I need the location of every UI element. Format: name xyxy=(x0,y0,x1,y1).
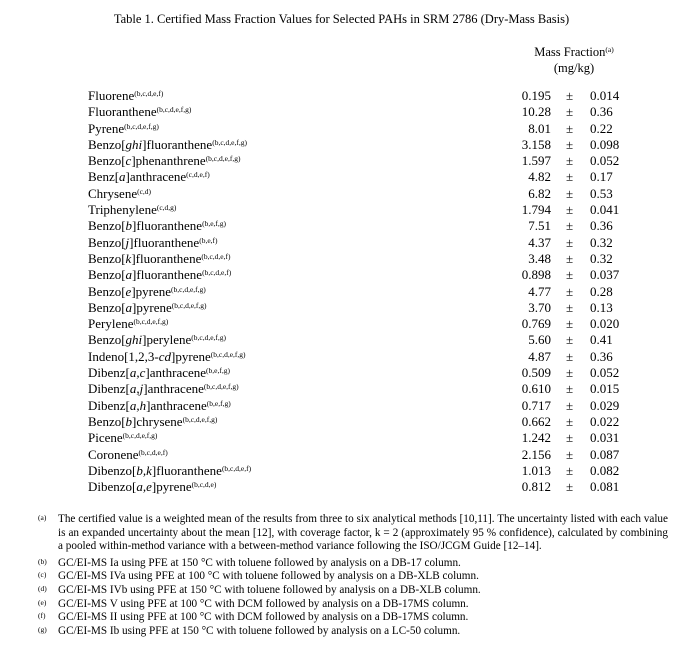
table-row xyxy=(0,186,683,202)
compound-name: Perylene$^{(b,c,d,e,f,g)}$ xyxy=(88,316,169,332)
footnote-text: GC/EI-MS Ia using PFE at 150 °C with toluene followed by analysis on a DB-17 column. xyxy=(58,556,461,569)
compound-name: Dibenzo[b,k]fluoranthene$^{(b,c,d,e,f)}$ xyxy=(88,462,252,478)
method-footnotes: (b,c,d,e,f) xyxy=(221,463,252,473)
table-row xyxy=(0,218,683,234)
table-row xyxy=(0,414,683,430)
mass-fraction-value: 8.01 xyxy=(528,120,551,136)
method-footnotes: (c,d,g) xyxy=(156,203,177,213)
compound-name: Benzo[k]fluoranthene$^{(b,c,d,e,f)}$ xyxy=(88,250,231,266)
mass-fraction-value: 0.812 xyxy=(521,479,551,495)
footnote-mark: (c) xyxy=(38,570,47,580)
uncertainty-value: 0.098 xyxy=(590,136,620,152)
table-row xyxy=(0,479,683,495)
table-row xyxy=(0,104,683,120)
uncertainty-value: 0.041 xyxy=(590,202,620,218)
plus-minus-sign: ± xyxy=(566,104,574,120)
plus-minus-sign: ± xyxy=(566,120,574,136)
mass-fraction-value: 5.60 xyxy=(528,332,551,348)
column-header xyxy=(514,44,634,76)
mass-fraction-value: 4.37 xyxy=(528,234,551,250)
method-footnotes: (b,c,d,e,f,g) xyxy=(124,121,159,131)
table-row xyxy=(0,88,683,104)
mass-fraction-value: 10.28 xyxy=(521,104,551,120)
column-header-label: Mass Fraction$^{(a)}$ xyxy=(534,45,614,59)
table-row xyxy=(0,284,683,300)
column-header-footnote-mark: (a) xyxy=(605,45,614,54)
footnote-text: The certified value is a weighted mean of the results from three to six analytical methods [10,11]. The uncertainty listed with each value is an expanded uncertainty about the mean [12], with coverage factor, k = 2 (approximately 95 % confidence), calculated by combining a pooled within-method variance with a between-method variance following the ISO/JCGM Guide [12–14]. xyxy=(58,513,668,553)
plus-minus-sign: ± xyxy=(566,153,574,169)
footnote-text: GC/EI-MS IVa using PFE at 100 °C with toluene followed by analysis on a DB-XLB column. xyxy=(58,570,479,583)
footnote xyxy=(38,584,668,598)
mass-fraction-value: 0.610 xyxy=(521,381,551,397)
footnote-mark: (b) xyxy=(38,556,47,566)
plus-minus-sign: ± xyxy=(566,299,574,315)
method-footnotes: (b,c,d,e,f) xyxy=(202,268,232,278)
compound-name: Benzo[b]fluoranthene$^{(b,e,f,g)}$ xyxy=(88,218,227,234)
table-row xyxy=(0,251,683,267)
mass-fraction-value: 1.242 xyxy=(521,430,551,446)
plus-minus-sign: ± xyxy=(566,332,574,348)
uncertainty-value: 0.36 xyxy=(590,348,613,364)
footnote-text: GC/EI-MS II using PFE at 100 °C with DCM followed by analysis on a DB-17MS column. xyxy=(58,611,469,624)
compound-name: Dibenzo[a,e]pyrene$^{(b,c,d,e)}$ xyxy=(88,479,217,495)
table-row xyxy=(0,381,683,397)
pah-table xyxy=(0,88,683,495)
method-footnotes: (b,c,d,e,f,g) xyxy=(191,333,227,343)
footnote-mark: (f) xyxy=(38,611,46,621)
uncertainty-value: 0.36 xyxy=(590,218,613,234)
mass-fraction-value: 4.82 xyxy=(528,169,551,185)
plus-minus-sign: ± xyxy=(566,267,574,283)
table-row xyxy=(0,267,683,283)
footnote-mark: (d) xyxy=(38,583,47,593)
uncertainty-value: 0.13 xyxy=(590,299,613,315)
footnote xyxy=(38,513,668,554)
plus-minus-sign: ± xyxy=(566,169,574,185)
compound-name: Benzo[a]fluoranthene$^{(b,c,d,e,f)}$ xyxy=(88,267,232,283)
uncertainty-value: 0.031 xyxy=(590,430,620,446)
mass-fraction-value: 3.158 xyxy=(521,136,551,152)
mass-fraction-value: 7.51 xyxy=(528,218,551,234)
method-footnotes: (b,e,f) xyxy=(199,235,218,245)
mass-fraction-value: 0.509 xyxy=(521,365,551,381)
uncertainty-value: 0.41 xyxy=(590,332,613,348)
compound-name: Indeno[1,2,3-cd]pyrene$^{(b,c,d,e,f,g)}$ xyxy=(88,348,246,364)
compound-name: Triphenylene$^{(c,d,g)}$ xyxy=(88,202,177,218)
footnote-mark: (e) xyxy=(38,597,47,607)
footnote xyxy=(38,570,668,584)
plus-minus-sign: ± xyxy=(566,462,574,478)
mass-fraction-value: 1.013 xyxy=(521,462,551,478)
mass-fraction-value: 0.662 xyxy=(521,413,551,429)
plus-minus-sign: ± xyxy=(566,413,574,429)
mass-fraction-value: 1.794 xyxy=(521,202,551,218)
mass-fraction-value: 4.87 xyxy=(528,348,551,364)
method-footnotes: (b,c,d,e,f) xyxy=(134,89,164,98)
mass-fraction-value: 3.70 xyxy=(528,299,551,315)
footnote-text: GC/EI-MS IVb using PFE at 150 °C with toluene followed by analysis on a DB-XLB column. xyxy=(58,583,481,596)
method-footnotes: (b,c,d,e,f,g) xyxy=(122,431,158,441)
table-caption: Table 1. Certified Mass Fraction Values for Selected PAHs in SRM 2786 (Dry-Mass Basis) xyxy=(113,12,570,26)
uncertainty-value: 0.037 xyxy=(590,267,620,283)
compound-name: Benzo[ghi]perylene$^{(b,c,d,e,f,g)}$ xyxy=(88,332,227,348)
mass-fraction-value: 2.156 xyxy=(521,446,551,462)
uncertainty-value: 0.029 xyxy=(590,397,620,413)
footnote-text: GC/EI-MS Ib using PFE at 150 °C with toluene followed by analysis on a LC-50 column. xyxy=(58,624,461,637)
compound-name: Dibenz[a,c]anthracene$^{(b,e,f,g)}$ xyxy=(88,365,230,381)
method-footnotes: (b,c,d,e,f,g) xyxy=(210,349,246,359)
mass-fraction-value: 3.48 xyxy=(528,250,551,266)
table-row xyxy=(0,332,683,348)
footnote xyxy=(38,611,668,625)
compound-name: Benzo[c]phenanthrene$^{(b,c,d,e,f,g)}$ xyxy=(88,153,241,169)
plus-minus-sign: ± xyxy=(566,316,574,332)
mass-fraction-value: 1.597 xyxy=(521,153,551,169)
plus-minus-sign: ± xyxy=(566,283,574,299)
plus-minus-sign: ± xyxy=(566,381,574,397)
table-row xyxy=(0,169,683,185)
compound-name: Fluoranthene$^{(b,c,d,e,f,g)}$ xyxy=(88,104,192,120)
table-row xyxy=(0,235,683,251)
uncertainty-value: 0.014 xyxy=(590,88,620,103)
table-row xyxy=(0,316,683,332)
uncertainty-value: 0.32 xyxy=(590,234,613,250)
uncertainty-value: 0.020 xyxy=(590,316,620,332)
compound-name: Dibenz[a,h]anthracene$^{(b,e,f,g)}$ xyxy=(88,397,231,413)
table-row xyxy=(0,447,683,463)
table-row xyxy=(0,202,683,218)
mass-fraction-value: 0.717 xyxy=(521,397,551,413)
uncertainty-value: 0.052 xyxy=(590,365,620,381)
method-footnotes: (b,c,d,e,f,g) xyxy=(205,154,241,164)
method-footnotes: (b,c,d,e,f,g) xyxy=(156,105,192,115)
uncertainty-value: 0.53 xyxy=(590,185,613,201)
table-row xyxy=(0,137,683,153)
method-footnotes: (b,c,d,e,f,g) xyxy=(182,414,218,424)
method-footnotes: (b,c,d,e,f) xyxy=(201,251,231,261)
method-footnotes: (b,e,f,g) xyxy=(206,366,230,376)
uncertainty-value: 0.015 xyxy=(590,381,620,397)
footnote xyxy=(38,625,668,639)
compound-name: Coronene$^{(b,c,d,e,f)}$ xyxy=(88,446,168,462)
footnote-mark: (a) xyxy=(38,513,47,522)
uncertainty-value: 0.36 xyxy=(590,104,613,120)
method-footnotes: (b,c,d,e,f,g) xyxy=(203,382,239,392)
compound-name: Benzo[e]pyrene$^{(b,c,d,e,f,g)}$ xyxy=(88,283,206,299)
plus-minus-sign: ± xyxy=(566,250,574,266)
uncertainty-value: 0.17 xyxy=(590,169,613,185)
footnote-mark: (g) xyxy=(38,624,47,634)
method-footnotes: (b,c,d,e,f) xyxy=(138,447,168,457)
uncertainty-value: 0.087 xyxy=(590,446,620,462)
compound-name: Pyrene$^{(b,c,d,e,f,g)}$ xyxy=(88,120,159,136)
uncertainty-value: 0.022 xyxy=(590,413,620,429)
plus-minus-sign: ± xyxy=(566,479,574,495)
mass-fraction-value: 0.769 xyxy=(521,316,551,332)
table-row xyxy=(0,300,683,316)
table-row xyxy=(0,349,683,365)
footnote-text: GC/EI-MS V using PFE at 100 °C with DCM followed by analysis on a DB-17MS column. xyxy=(58,597,469,610)
plus-minus-sign: ± xyxy=(566,348,574,364)
mass-fraction-value: 0.195 xyxy=(521,88,551,103)
uncertainty-value: 0.052 xyxy=(590,153,620,169)
method-footnotes: (c,d) xyxy=(137,186,152,196)
method-footnotes: (b,c,d,e,f,g) xyxy=(212,137,247,147)
table-row xyxy=(0,398,683,414)
footnote xyxy=(38,557,668,571)
table-row xyxy=(0,430,683,446)
table-row xyxy=(0,463,683,479)
method-footnotes: (b,c,d,e,f,g) xyxy=(171,284,206,294)
uncertainty-value: 0.22 xyxy=(590,120,613,136)
uncertainty-value: 0.082 xyxy=(590,462,620,478)
plus-minus-sign: ± xyxy=(566,446,574,462)
compound-name: Benzo[a]pyrene$^{(b,c,d,e,f,g)}$ xyxy=(88,299,207,315)
compound-name: Fluorene$^{(b,c,d,e,f)}$ xyxy=(88,88,164,103)
plus-minus-sign: ± xyxy=(566,218,574,234)
compound-name: Benz[a]anthracene$^{(c,d,e,f)}$ xyxy=(88,169,210,185)
plus-minus-sign: ± xyxy=(566,185,574,201)
mass-fraction-value: 0.898 xyxy=(521,267,551,283)
method-footnotes: (b,e,f,g) xyxy=(202,219,227,229)
uncertainty-value: 0.28 xyxy=(590,283,613,299)
method-footnotes: (c,d,e,f) xyxy=(186,170,210,180)
method-footnotes: (b,e,f,g) xyxy=(206,398,231,408)
table-row xyxy=(0,153,683,169)
footnote xyxy=(38,598,668,612)
plus-minus-sign: ± xyxy=(566,202,574,218)
compound-name: Benzo[j]fluoranthene$^{(b,e,f)}$ xyxy=(88,234,218,250)
mass-fraction-value: 4.77 xyxy=(528,283,551,299)
compound-name: Benzo[b]chrysene$^{(b,c,d,e,f,g)}$ xyxy=(88,413,218,429)
plus-minus-sign: ± xyxy=(566,88,574,103)
table-row xyxy=(0,121,683,137)
plus-minus-sign: ± xyxy=(566,234,574,250)
table-row xyxy=(0,365,683,381)
column-header-unit: (mg/kg) xyxy=(553,61,595,75)
compound-name: Picene$^{(b,c,d,e,f,g)}$ xyxy=(88,430,158,446)
plus-minus-sign: ± xyxy=(566,365,574,381)
method-footnotes: (b,c,d,e,f,g) xyxy=(133,317,169,327)
plus-minus-sign: ± xyxy=(566,430,574,446)
compound-name: Chrysene$^{(c,d)}$ xyxy=(88,185,152,201)
footnotes xyxy=(38,513,668,638)
plus-minus-sign: ± xyxy=(566,397,574,413)
plus-minus-sign: ± xyxy=(566,136,574,152)
mass-fraction-value: 6.82 xyxy=(528,185,551,201)
compound-name: Dibenz[a,j]anthracene$^{(b,c,d,e,f,g)}$ xyxy=(88,381,239,397)
compound-name: Benzo[ghi]fluoranthene$^{(b,c,d,e,f,g)}$ xyxy=(88,136,247,152)
method-footnotes: (b,c,d,e) xyxy=(191,480,217,490)
method-footnotes: (b,c,d,e,f,g) xyxy=(171,300,207,310)
uncertainty-value: 0.32 xyxy=(590,250,613,266)
uncertainty-value: 0.081 xyxy=(590,479,620,495)
